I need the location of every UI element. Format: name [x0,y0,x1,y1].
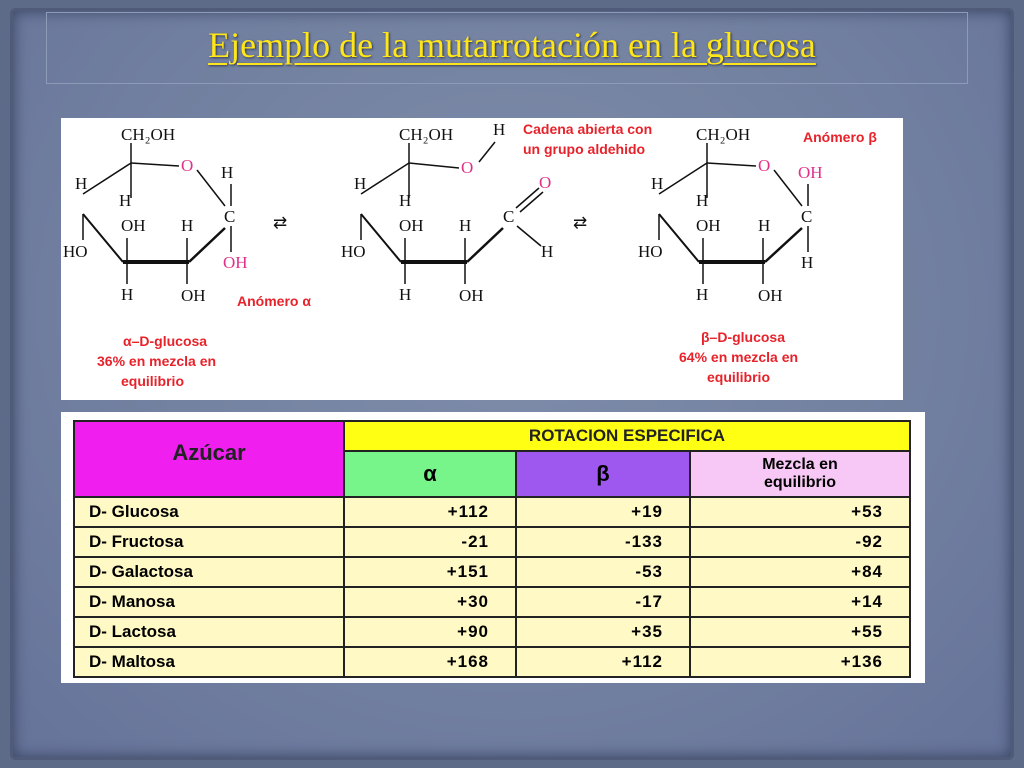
beta-value: +112 [516,647,690,677]
atom-h: H [399,285,412,304]
alpha-value: +30 [344,587,516,617]
atom-h: H [121,285,134,304]
sugar-name: D- Manosa [74,587,344,617]
atom-h: H [801,253,814,272]
table-row [74,617,910,647]
atom-h: H [399,191,412,210]
beta-value: -133 [516,527,690,557]
atom-oh: OH [696,216,721,235]
open-chain-structure [341,120,553,305]
open-chain-label-line2: un grupo aldehido [523,141,646,157]
alpha-glucose-structure [63,125,248,305]
beta-caption-line1: β–D-glucosa [701,329,786,345]
mix-value: +55 [690,617,910,647]
aldehyde-oxygen: O [539,173,552,192]
header-mix-line2: equilibrio [764,474,836,491]
alpha-value: +90 [344,617,516,647]
atom-h: H [354,174,367,193]
beta-glucose-structure [638,125,823,305]
atom-h: H [696,191,709,210]
atom-oh: OH [399,216,424,235]
mutarotation-figure [61,118,903,400]
atom-ho: HO [638,242,663,261]
sugar-name: D- Maltosa [74,647,344,677]
atom-h: H [459,216,472,235]
atom-oh: OH [758,286,783,305]
table-row [74,647,910,677]
atom-oh: OH [181,286,206,305]
atom-oh: OH [121,216,146,235]
equilibrium-arrow-1: ⇄ [273,213,288,232]
atom-c: C [801,207,813,226]
sugar-name: D- Galactosa [74,557,344,587]
atom-ho: HO [63,242,88,261]
open-chain-label-line1: Cadena abierta con [523,121,653,137]
rotation-table-panel [61,412,925,683]
mix-value: +53 [690,497,910,527]
beta-caption-line3: equilibrio [707,369,770,385]
table-row [74,497,910,527]
alpha-caption-line3: equilibrio [121,373,184,389]
glucose-structures-svg [61,118,903,400]
anomer-beta-label: Anómero β [803,129,877,145]
table-row [74,527,910,557]
atom-ch2oh: CH₂OH [399,125,454,144]
anomeric-oh: OH [798,163,823,182]
alpha-caption-line2: 36% en mezcla en [97,353,217,369]
atom-h: H [181,216,194,235]
header-beta: β [516,451,690,497]
sugar-name: D- Glucosa [74,497,344,527]
atom-oh: OH [459,286,484,305]
anomer-alpha-label: Anómero α [237,293,311,309]
equilibrium-arrow-2: ⇄ [573,213,588,232]
chain-oxygen: O [461,158,474,177]
table-row [74,587,910,617]
alpha-caption-line1: α–D-glucosa [123,333,208,349]
ring-oxygen: O [758,156,771,175]
beta-caption-line2: 64% en mezcla en [679,349,799,365]
header-alpha: α [344,451,516,497]
atom-h: H [493,120,506,139]
anomeric-oh: OH [223,253,248,272]
header-mix [690,451,910,497]
atom-h: H [75,174,88,193]
header-rotation: ROTACION ESPECIFICA [344,421,910,451]
header-sugar: Azúcar [74,421,344,497]
slide-title: Ejemplo de la mutarrotación en la glucosa [208,25,816,65]
atom-ch2oh: CH₂OH [696,125,751,144]
mix-value: -92 [690,527,910,557]
atom-c: C [503,207,515,226]
specific-rotation-table [73,420,911,678]
atom-c: C [224,207,236,226]
beta-value: -17 [516,587,690,617]
sugar-name: D- Lactosa [74,617,344,647]
atom-ho: HO [341,242,366,261]
mix-value: +136 [690,647,910,677]
table-row [74,557,910,587]
alpha-value: +151 [344,557,516,587]
header-mix-line1: Mezcla en [762,456,838,473]
atom-ch2oh: CH₂OH [121,125,176,144]
atom-h: H [541,242,554,261]
sugar-name: D- Fructosa [74,527,344,557]
mix-value: +14 [690,587,910,617]
atom-h: H [696,285,709,304]
beta-value: +35 [516,617,690,647]
beta-value: -53 [516,557,690,587]
alpha-value: +168 [344,647,516,677]
atom-h: H [221,163,234,182]
atom-h: H [651,174,664,193]
alpha-value: -21 [344,527,516,557]
ring-oxygen: O [181,156,194,175]
atom-h: H [119,191,132,210]
mix-value: +84 [690,557,910,587]
beta-value: +19 [516,497,690,527]
atom-h: H [758,216,771,235]
alpha-value: +112 [344,497,516,527]
